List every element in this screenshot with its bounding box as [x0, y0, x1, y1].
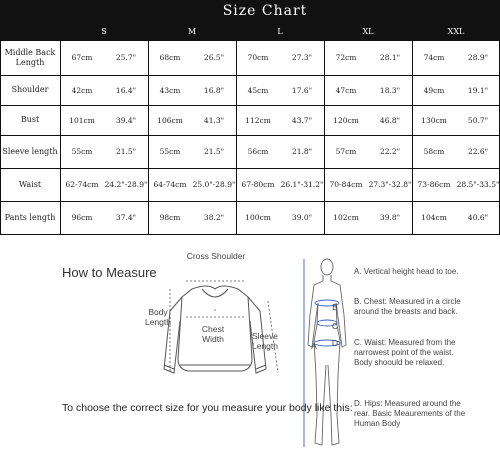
table-cell: 112cm [245, 115, 271, 125]
table-cell: 106cm [157, 115, 183, 125]
table-cell: 27.3" [291, 53, 313, 62]
table-cell: 37.4" [115, 213, 137, 222]
table-row [0, 168, 500, 201]
note-d: D. Hips: Measured around the rear. Basic Meaurements of the Human Body [354, 399, 466, 428]
table-cell: 22.2" [379, 147, 401, 156]
row-label: Bust [20, 115, 40, 124]
grid-line [412, 22, 413, 234]
table-cell: 24.2"-28.9" [104, 180, 148, 189]
table-cell: 38.2" [203, 213, 225, 222]
size-chart-title-bar [0, 0, 500, 22]
size-header-row [0, 22, 500, 40]
table-cell: 73-86cm [417, 180, 451, 189]
table-row [0, 75, 500, 105]
grid-line [0, 201, 500, 202]
grid-line [148, 22, 149, 234]
table-cell: 101cm [69, 115, 95, 125]
note-b: B. Chest: Measured in a circle around the breasts and back. [354, 297, 461, 316]
table-cell: 72cm [335, 53, 357, 62]
table-row [0, 135, 500, 168]
table-cell: 74cm [423, 53, 445, 62]
table-cell: 26.1"-31.2" [280, 180, 324, 189]
table-cell: 25.0"-28.9" [192, 180, 236, 189]
table-cell: 68cm [159, 53, 181, 62]
row-label: Waist [18, 179, 42, 189]
table-cell: 67-80cm [241, 180, 275, 189]
table-cell: 104cm [421, 213, 447, 222]
table-cell: 28.1" [379, 53, 401, 62]
table-cell: 27.3"-32.8" [368, 180, 412, 189]
table-row [0, 201, 500, 234]
sleeve-length-label: Sleeve Length [252, 331, 278, 351]
table-cell: 39.0" [291, 213, 313, 222]
body-letter-c: C [331, 321, 339, 331]
measure-instruction: To choose the correct size for you measure your body like this: [62, 402, 353, 414]
size-chart-title: Size Chart [222, 3, 308, 19]
table-cell: 120cm [333, 115, 359, 125]
grid-line [0, 105, 500, 106]
size-header-xl: XL [362, 26, 374, 36]
note-c: C. Waist: Measured from the narrowest point of the waist. Body shoould be relaxed. [354, 338, 456, 367]
row-label: Pants length [4, 212, 56, 222]
table-row [0, 105, 500, 135]
table-cell: 102cm [333, 213, 359, 222]
table-cell: 18.3" [379, 85, 401, 95]
table-cell: 98cm [159, 213, 181, 222]
table-cell: 64-74cm [153, 180, 187, 189]
how-to-measure-title: How to Measure [62, 265, 157, 280]
table-cell: 55cm [159, 147, 181, 156]
body-letter-d: D [331, 338, 339, 348]
size-header-s: S [101, 26, 107, 36]
table-cell: 21.8" [291, 147, 313, 156]
table-row [0, 40, 500, 75]
grid-line [324, 22, 325, 234]
grid-line [0, 75, 500, 76]
table-cell: 46.8" [379, 115, 401, 125]
table-cell: 62-74cm [65, 180, 99, 189]
table-cell: 19.1" [467, 85, 489, 95]
table-cell: 55cm [71, 147, 93, 156]
size-header-xxl: XXL [447, 26, 465, 36]
body-letter-b: B [332, 302, 338, 312]
table-cell: 39.8" [379, 213, 401, 222]
table-cell: 67cm [71, 53, 93, 62]
table-cell: 26.5" [203, 53, 225, 62]
table-cell: 21.5" [115, 147, 137, 156]
table-cell: 50.7" [467, 115, 489, 125]
table-cell: 28.9" [467, 53, 489, 62]
table-cell: 41.3" [203, 115, 225, 125]
table-cell: 57cm [335, 147, 357, 156]
grid-line [60, 22, 61, 234]
table-cell: 25.7" [115, 53, 137, 62]
table-cell: 42cm [71, 85, 93, 95]
table-cell: 58cm [423, 147, 445, 156]
row-label: Sleeve length [2, 146, 58, 156]
grid-line [0, 168, 500, 169]
size-header-l: L [277, 26, 283, 36]
table-border [0, 0, 1, 234]
table-cell: 17.6" [291, 85, 313, 95]
row-label: Shoulder [11, 85, 49, 94]
table-cell: 43.7" [291, 115, 313, 125]
cross-shoulder-label: Cross Shoulder [186, 251, 246, 261]
table-cell: 16.4" [115, 85, 137, 95]
body-length-label: Body Length [145, 307, 171, 327]
chest-width-label: Chest Width [201, 324, 225, 344]
table-cell: 47cm [335, 85, 357, 95]
table-cell: 39.4" [115, 115, 137, 125]
table-cell: 70cm [247, 53, 269, 62]
table-cell: 70-84cm [329, 180, 363, 189]
table-cell: 40.6" [467, 213, 489, 222]
body-letter-a: A [311, 341, 317, 351]
row-label: Middle Back Length [4, 47, 56, 67]
grid-line [0, 234, 500, 235]
grid-line [0, 135, 500, 136]
table-cell: 21.5" [203, 147, 225, 156]
table-cell: 96cm [71, 213, 93, 222]
table-cell: 130cm [421, 115, 447, 125]
grid-line [0, 40, 500, 41]
table-cell: 49cm [423, 85, 445, 95]
size-header-m: M [187, 26, 197, 36]
table-cell: 45cm [247, 85, 269, 95]
human-body-diagram-icon [300, 255, 355, 455]
grid-line [236, 22, 237, 234]
table-cell: 56cm [247, 147, 269, 156]
how-to-measure-section [0, 245, 500, 465]
table-cell: 16.8" [203, 85, 225, 95]
note-a: A. Vertical height head to toe. [354, 267, 459, 276]
table-cell: 100cm [245, 213, 271, 222]
table-cell: 43cm [159, 85, 181, 95]
table-cell: 28.5"-33.5" [456, 180, 500, 189]
table-cell: 22.6" [467, 147, 489, 156]
